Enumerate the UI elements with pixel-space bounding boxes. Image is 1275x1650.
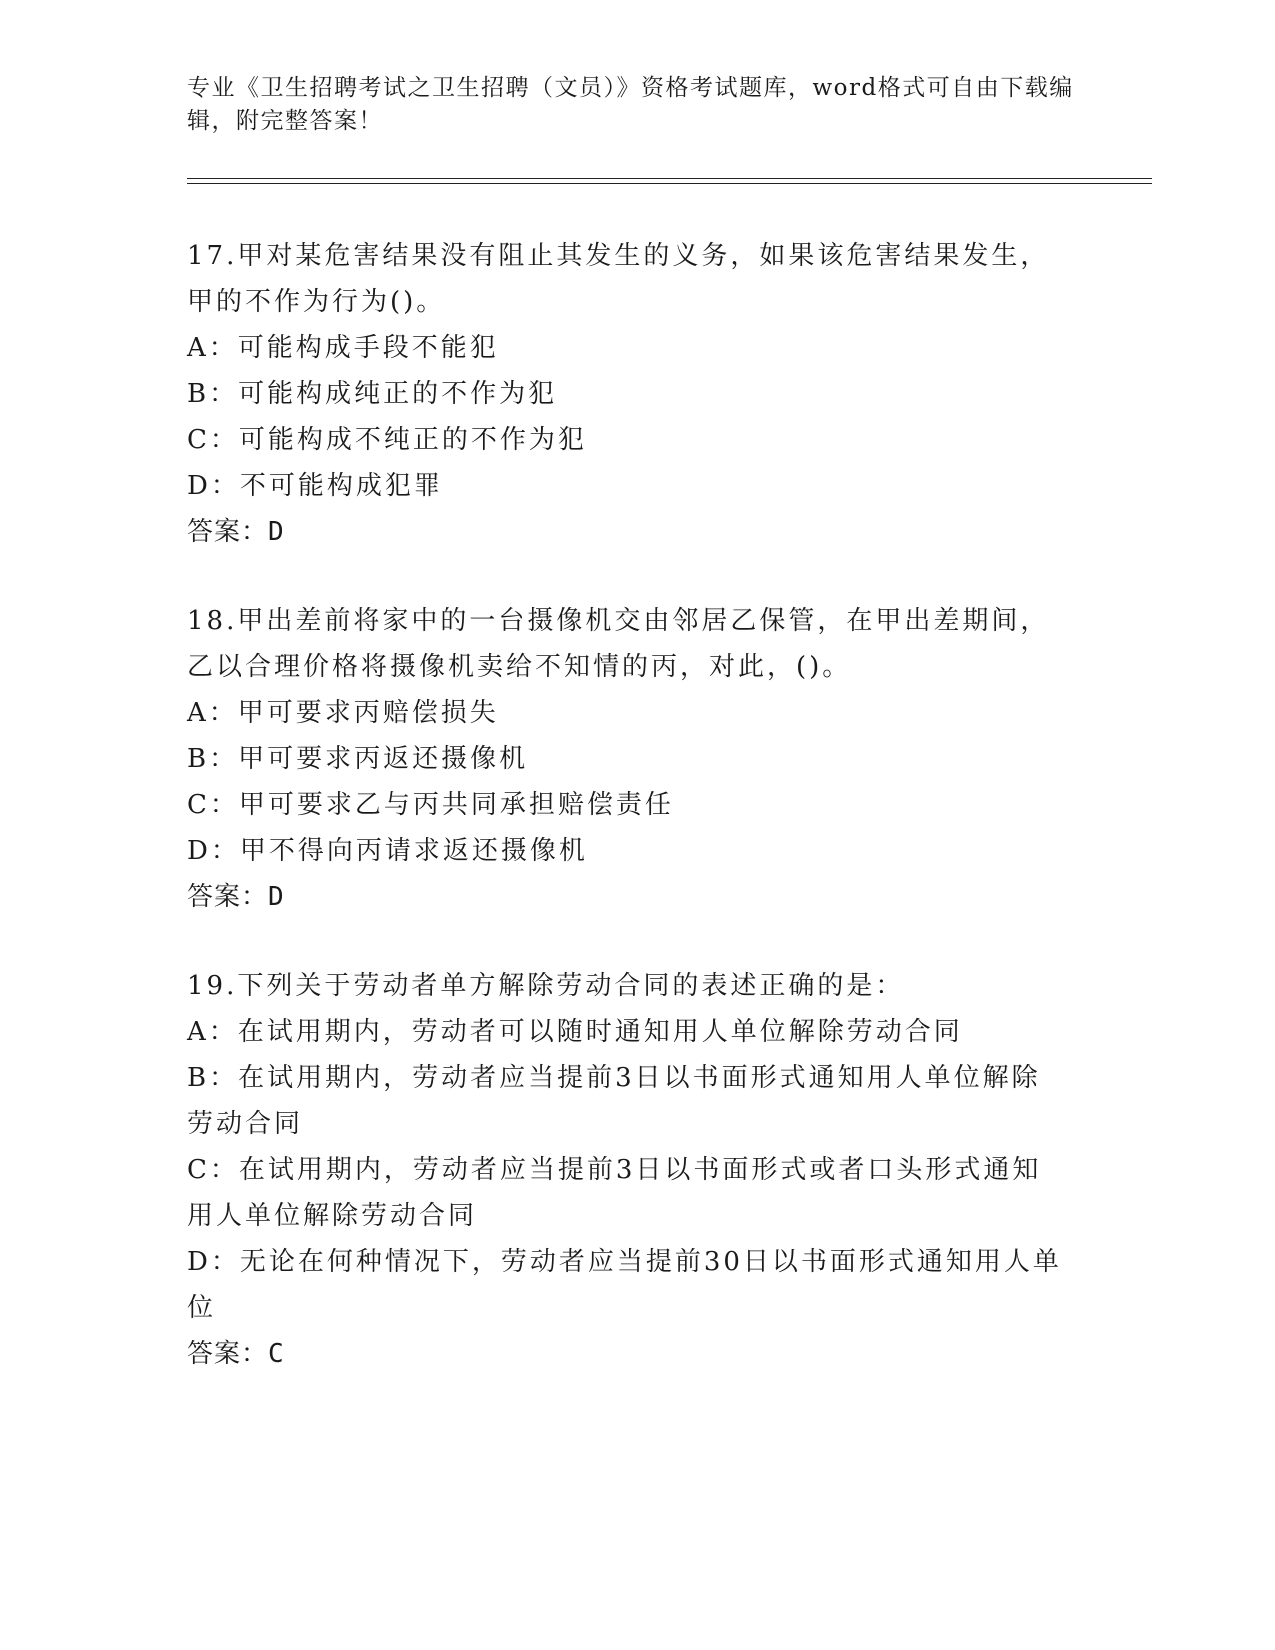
answer: 答案：D [187, 517, 285, 547]
option-b: B：在试用期内，劳动者应当提前3日以书面形式通知用人单位解除劳动合同 [187, 1063, 1041, 1139]
option-d: D：不可能构成犯罪 [187, 471, 443, 501]
question-stem: 19.下列关于劳动者单方解除劳动合同的表述正确的是： [187, 971, 905, 1001]
option-d: D：无论在何种情况下，劳动者应当提前30日以书面形式通知用人单位 [187, 1247, 1062, 1323]
option-b: B：可能构成纯正的不作为犯 [187, 379, 558, 409]
option-a: A：甲可要求丙赔偿损失 [187, 698, 499, 728]
question-stem: 17.甲对某危害结果没有阻止其发生的义务，如果该危害结果发生，甲的不作为行为()。 [187, 241, 1050, 317]
question-18 [187, 598, 1067, 920]
option-d: D：甲不得向丙请求返还摄像机 [187, 836, 588, 866]
option-a: A：在试用期内，劳动者可以随时通知用人单位解除劳动合同 [187, 1017, 963, 1047]
header-divider-bottom [187, 183, 1152, 184]
answer: 答案：C [187, 1339, 285, 1369]
option-c: C：可能构成不纯正的不作为犯 [187, 425, 587, 455]
option-c: C：在试用期内，劳动者应当提前3日以书面形式或者口头形式通知用人单位解除劳动合同 [187, 1155, 1042, 1231]
question-stem: 18.甲出差前将家中的一台摄像机交由邻居乙保管，在甲出差期间，乙以合理价格将摄像机卖给不知情的丙，对此，()。 [187, 606, 1050, 682]
option-c: C：甲可要求乙与丙共同承担赔偿责任 [187, 790, 674, 820]
option-b: B：甲可要求丙返还摄像机 [187, 744, 529, 774]
document-header: 专业《卫生招聘考试之卫生招聘（文员）》资格考试题库，word格式可自由下载编辑，附完整答案！ [187, 75, 1074, 134]
answer: 答案：D [187, 882, 285, 912]
header-divider-top [187, 178, 1152, 179]
question-19 [187, 963, 1067, 1377]
question-17 [187, 233, 1067, 555]
option-a: A：可能构成手段不能犯 [187, 333, 499, 363]
